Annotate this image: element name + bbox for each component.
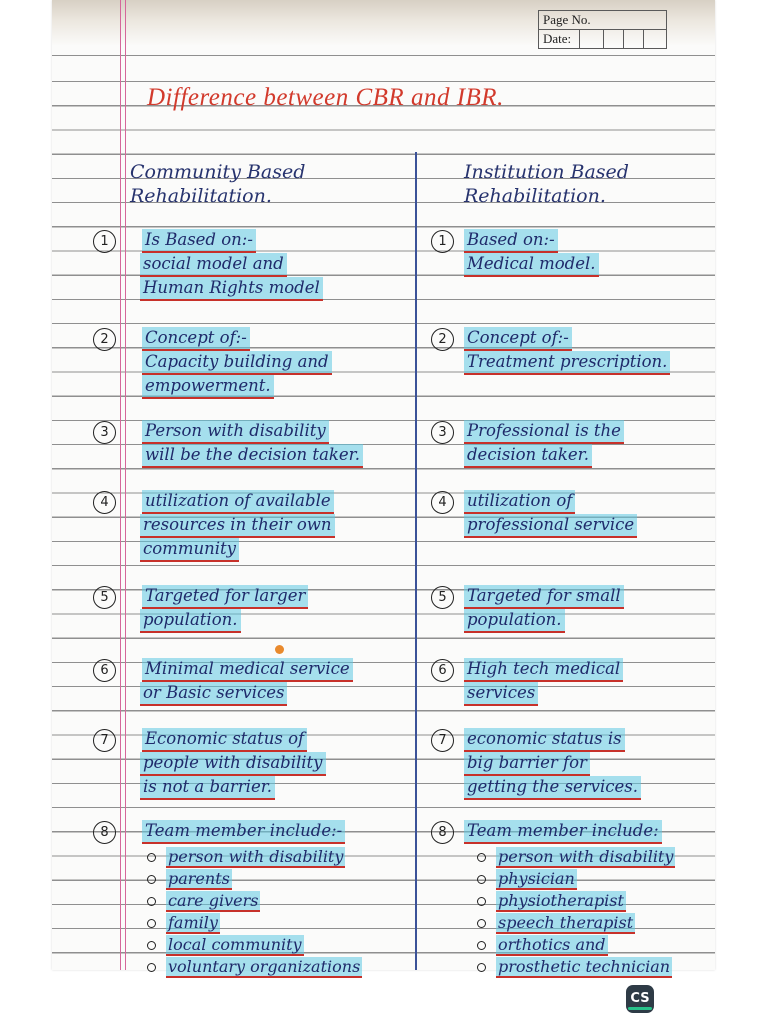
left-point-7-line: people with disability (140, 752, 326, 776)
right-point-6-line: services (464, 682, 538, 706)
right-team-member-label: orthotics and (498, 935, 606, 954)
bullet-icon (477, 941, 486, 950)
left-point-2-line: Capacity building and (142, 351, 332, 375)
right-team-member-label: person with disability (498, 847, 674, 866)
left-point-7-line: is not a barrier. (140, 776, 275, 800)
left-point-5-line: population. (140, 609, 241, 633)
bullet-icon (477, 963, 486, 972)
left-point-6-line: or Basic services (140, 682, 287, 706)
right-team-member-item (477, 890, 626, 912)
right-point-1-line: Based on:- (464, 229, 558, 253)
left-point-3-number: 3 (93, 421, 116, 444)
right-point-3-line: decision taker. (464, 444, 592, 468)
margin-line (125, 0, 126, 970)
left-point-4-number: 4 (93, 491, 116, 514)
left-team-member-item (147, 912, 220, 934)
left-point-6-line: Minimal medical service (142, 658, 353, 682)
bullet-icon (477, 897, 486, 906)
left-team-member-label: care givers (168, 891, 259, 910)
right-point-7-line: economic status is (464, 728, 625, 752)
left-point-1-line: Is Based on:- (142, 229, 256, 253)
left-point-6-number: 6 (93, 659, 116, 682)
left-point-1-number: 1 (93, 230, 116, 253)
right-point-3-number: 3 (431, 421, 454, 444)
right-point-5-line: Targeted for small (464, 585, 624, 609)
left-point-4-line: community (140, 538, 239, 562)
right-point-6-number: 6 (431, 659, 454, 682)
left-team-member-item (147, 934, 304, 956)
page-date-box (538, 10, 667, 49)
right-point-6-line: High tech medical (464, 658, 623, 682)
left-point-1-line: social model and (140, 253, 287, 277)
left-point-7-number: 7 (93, 729, 116, 752)
left-team-member-label: parents (168, 869, 230, 888)
left-point-7-line: Economic status of (142, 728, 307, 752)
left-point-4-line: resources in their own (140, 514, 335, 538)
left-team-member-label: person with disability (168, 847, 344, 866)
left-point-2-line: Concept of:- (142, 327, 250, 351)
bullet-icon (477, 919, 486, 928)
left-point-2-line: empowerment. (142, 375, 274, 399)
bullet-icon (147, 919, 156, 928)
left-point-1-line: Human Rights model (140, 277, 323, 301)
bullet-icon (147, 941, 156, 950)
right-point-4-line: professional service (464, 514, 637, 538)
left-team-member-label: family (168, 913, 218, 932)
right-point-2-line: Concept of:- (464, 327, 572, 351)
right-team-member-item (477, 956, 672, 978)
page-title: Difference between CBR and IBR. (147, 84, 504, 111)
left-point-2-number: 2 (93, 328, 116, 351)
right-team-member-label: physiotherapist (498, 891, 624, 910)
left-team-member-item (147, 890, 260, 912)
camscanner-logo-icon: CS (626, 985, 654, 1013)
bullet-icon (147, 897, 156, 906)
left-point-5-number: 5 (93, 586, 116, 609)
right-team-member-label: speech therapist (498, 913, 634, 932)
left-team-member-item (147, 868, 232, 890)
right-column-heading: Institution Based Rehabilitation. (464, 161, 629, 207)
right-team-member-item (477, 868, 577, 890)
left-team-member-label: voluntary organizations (168, 957, 361, 976)
bullet-icon (147, 963, 156, 972)
bullet-icon (477, 853, 486, 862)
left-point-4-line: utilization of available (142, 490, 334, 514)
right-point-2-number: 2 (431, 328, 454, 351)
left-point-8-number: 8 (93, 821, 116, 844)
right-point-7-line: big barrier for (464, 752, 590, 776)
column-divider (415, 152, 417, 970)
page-no-label: Page No. (543, 12, 591, 27)
right-team-member-item (477, 934, 608, 956)
right-team-member-item (477, 846, 675, 868)
left-column-heading: Community Based Rehabilitation. (130, 161, 306, 207)
ink-spot (275, 645, 284, 654)
bullet-icon (477, 875, 486, 884)
right-point-7-number: 7 (431, 729, 454, 752)
right-team-member-label: prosthetic technician (498, 957, 671, 976)
notebook-page (52, 0, 715, 976)
right-point-2-line: Treatment prescription. (464, 351, 670, 375)
left-point-8-line: Team member include:- (142, 820, 345, 844)
left-team-member-label: local community (168, 935, 302, 954)
right-team-member-item (477, 912, 635, 934)
left-point-3-line: will be the decision taker. (142, 444, 363, 468)
right-point-8-line: Team member include: (464, 820, 662, 844)
right-point-5-line: population. (464, 609, 565, 633)
right-point-1-line: Medical model. (464, 253, 599, 277)
bullet-icon (147, 853, 156, 862)
bullet-icon (147, 875, 156, 884)
left-point-5-line: Targeted for larger (142, 585, 308, 609)
right-point-1-number: 1 (431, 230, 454, 253)
date-label: Date: (543, 31, 572, 46)
right-point-8-number: 8 (431, 821, 454, 844)
left-point-3-line: Person with disability (142, 420, 329, 444)
right-team-member-label: physician (498, 869, 575, 888)
right-point-4-number: 4 (431, 491, 454, 514)
right-point-5-number: 5 (431, 586, 454, 609)
left-team-member-item (147, 846, 345, 868)
right-point-3-line: Professional is the (464, 420, 624, 444)
right-point-4-line: utilization of (464, 490, 575, 514)
right-point-7-line: getting the services. (464, 776, 641, 800)
left-team-member-item (147, 956, 362, 978)
margin-line (120, 0, 121, 970)
